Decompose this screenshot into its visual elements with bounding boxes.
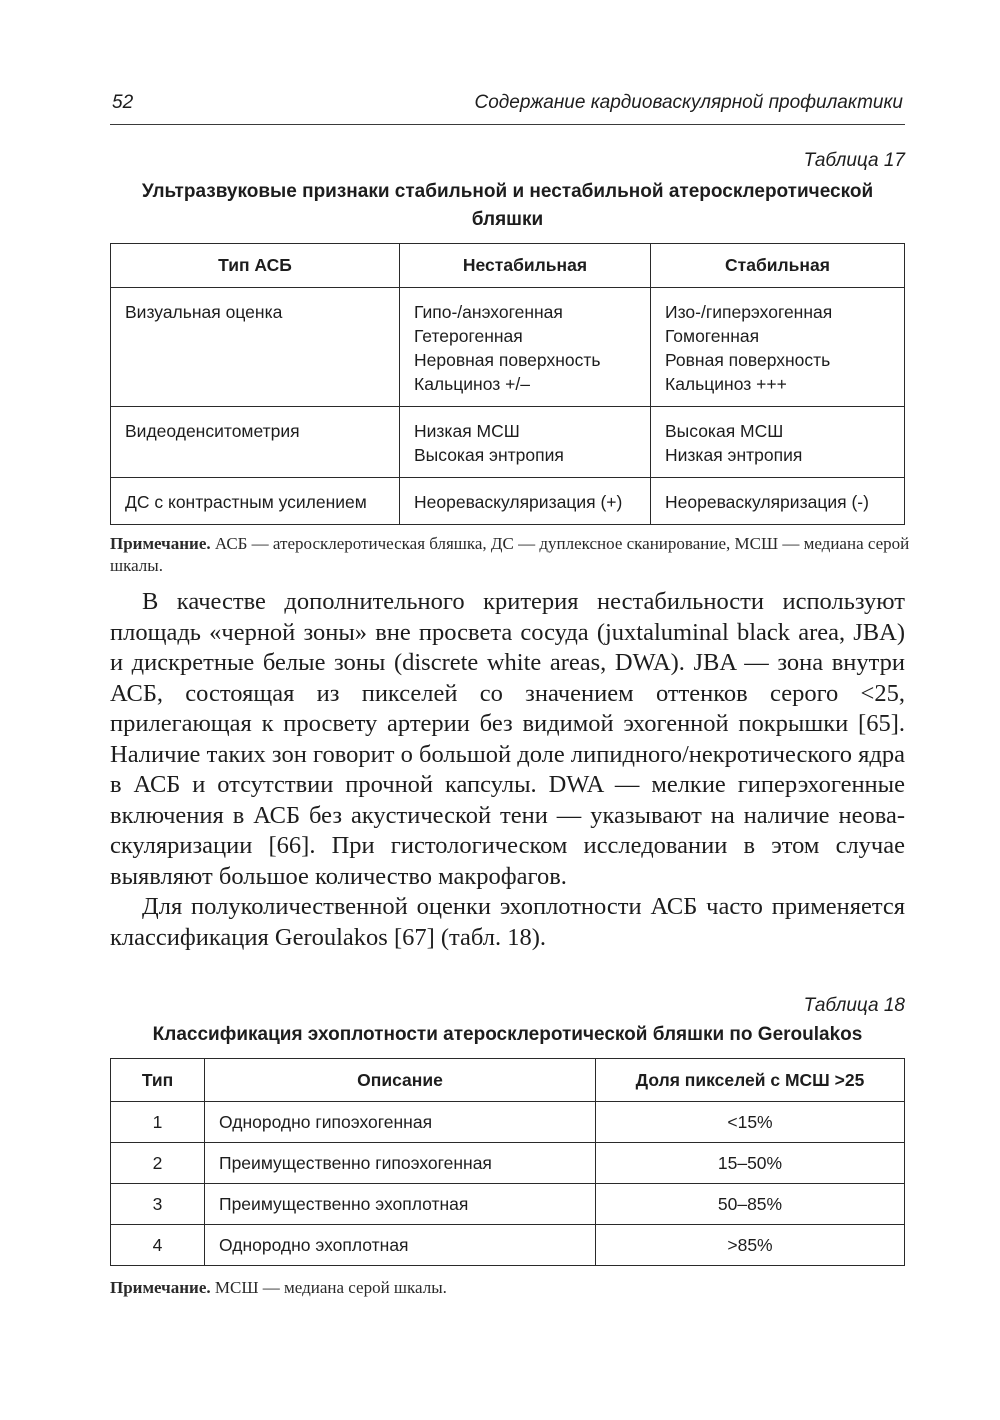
table17-note — [110, 533, 910, 577]
cell-line: Гетерогенная — [414, 326, 523, 346]
table18-note — [110, 1277, 910, 1299]
table18-col-share: Доля пикселей с МСШ >25 — [596, 1059, 905, 1102]
paragraph: В качестве дополнительного критерия нестабильности используют площадь «черной зоны» вне просвета сосуда (juxtaluminal black area, JBA) и дискретные белые зоны (discrete white areas, DWA). JBA — зона внутри АСБ, состоящая из пикселей со значением оттенков серого <25, прилегающая к просвету артерии без видимой эхогенной покрышки [65]. Наличие таких зон говорит о большой доле липидного/некротического ядра в АСБ и отсутствии прочной капсулы. DWA — мелкие гиперэхогенные включения в АСБ без акустической тени — указывают на наличие неоваскуляризации [66]. При гистологическом исследовании в этом случае выявляют большое количество макрофагов. — [110, 588, 905, 890]
cell-line: Высокая энтропия — [414, 445, 564, 465]
table17-col-type: Тип АСБ — [111, 244, 400, 288]
table-row — [111, 407, 905, 478]
table17-cell-type: ДС с контрастным усилением — [111, 478, 400, 525]
page-number: 52 — [112, 92, 134, 113]
cell-line: Гомогенная — [665, 326, 760, 346]
table18-cell-type: 1 — [111, 1102, 205, 1143]
table17-cell-type: Видеоденситометрия — [111, 407, 400, 478]
table18-cell-share: 50–85% — [596, 1184, 905, 1225]
table18-header-row — [111, 1059, 905, 1102]
cell-line: Ровная поверхность — [665, 350, 831, 370]
table18-cell-type: 2 — [111, 1143, 205, 1184]
table-row — [111, 1184, 905, 1225]
table18-cell-description: Однородно гипоэхогенная — [205, 1102, 596, 1143]
cell-line: Неровная поверхность — [414, 350, 601, 370]
table17-col-unstable: Нестабильная — [400, 244, 651, 288]
table-row — [111, 1143, 905, 1184]
note-label: Примечание. — [110, 1278, 211, 1297]
cell-line: Кальциноз +/– — [414, 374, 530, 394]
cell-line: Гипо-/анэхогенная — [414, 302, 563, 322]
table17-cell-unstable — [400, 407, 651, 478]
cell-line: Низкая МСШ — [414, 421, 520, 441]
table18-cell-type: 3 — [111, 1184, 205, 1225]
table17-cell-stable — [651, 478, 905, 525]
table18-cell-share: >85% — [596, 1225, 905, 1266]
table18-col-type: Тип — [111, 1059, 205, 1102]
table17-label: Таблица 17 — [803, 150, 905, 171]
table18-cell-share: <15% — [596, 1102, 905, 1143]
cell-line: Высокая МСШ — [665, 421, 784, 441]
table17-header-row — [111, 244, 905, 288]
note-text: АСБ — атеросклеротическая бляшка, ДС — дуплексное сканирование, МСШ — медиана серой шкалы. — [110, 534, 910, 575]
table18-cell-description: Преимущественно гипоэхогенная — [205, 1143, 596, 1184]
table18-cell-share: 15–50% — [596, 1143, 905, 1184]
cell-line: Неореваскуляризация (+) — [414, 492, 623, 512]
body-text — [110, 587, 905, 953]
table18-col-description: Описание — [205, 1059, 596, 1102]
table18-cell-type: 4 — [111, 1225, 205, 1266]
table18-title: Классификация эхоплотности атеросклеротической бляшки по Geroulakos — [152, 1024, 863, 1045]
table17-cell-type: Визуальная оценка — [111, 288, 400, 407]
table17-title: Ультразвуковые признаки стабильной и нестабильной атеросклеротической бляшки — [141, 181, 874, 230]
table-row — [111, 478, 905, 525]
table17-cell-stable — [651, 407, 905, 478]
running-title: Содержание кардиоваскулярной профилактики — [474, 92, 903, 113]
table18-cell-description: Преимущественно эхоплотная — [205, 1184, 596, 1225]
cell-line: Изо-/гиперэхогенная — [665, 302, 833, 322]
table18-cell-description: Однородно эхоплотная — [205, 1225, 596, 1266]
cell-line: Неореваскуляризация (-) — [665, 492, 869, 512]
table18-label: Таблица 18 — [803, 995, 905, 1016]
table-row — [111, 1102, 905, 1143]
table-row — [111, 288, 905, 407]
note-text: МСШ — медиана серой шкалы. — [210, 1278, 447, 1297]
table17-cell-unstable — [400, 288, 651, 407]
note-label: Примечание. — [110, 534, 211, 553]
table17-cell-stable — [651, 288, 905, 407]
cell-line: Низкая энтропия — [665, 445, 803, 465]
page-header — [110, 88, 905, 125]
table17 — [110, 243, 905, 525]
table17-cell-unstable — [400, 478, 651, 525]
paragraph: Для полуколичественной оценки эхоплотности АСБ часто применяется классификация Geroulakos [67] (табл. 18). — [110, 893, 905, 951]
table17-col-stable: Стабильная — [651, 244, 905, 288]
table18 — [110, 1058, 905, 1266]
table-row — [111, 1225, 905, 1266]
cell-line: Кальциноз +++ — [665, 374, 787, 394]
